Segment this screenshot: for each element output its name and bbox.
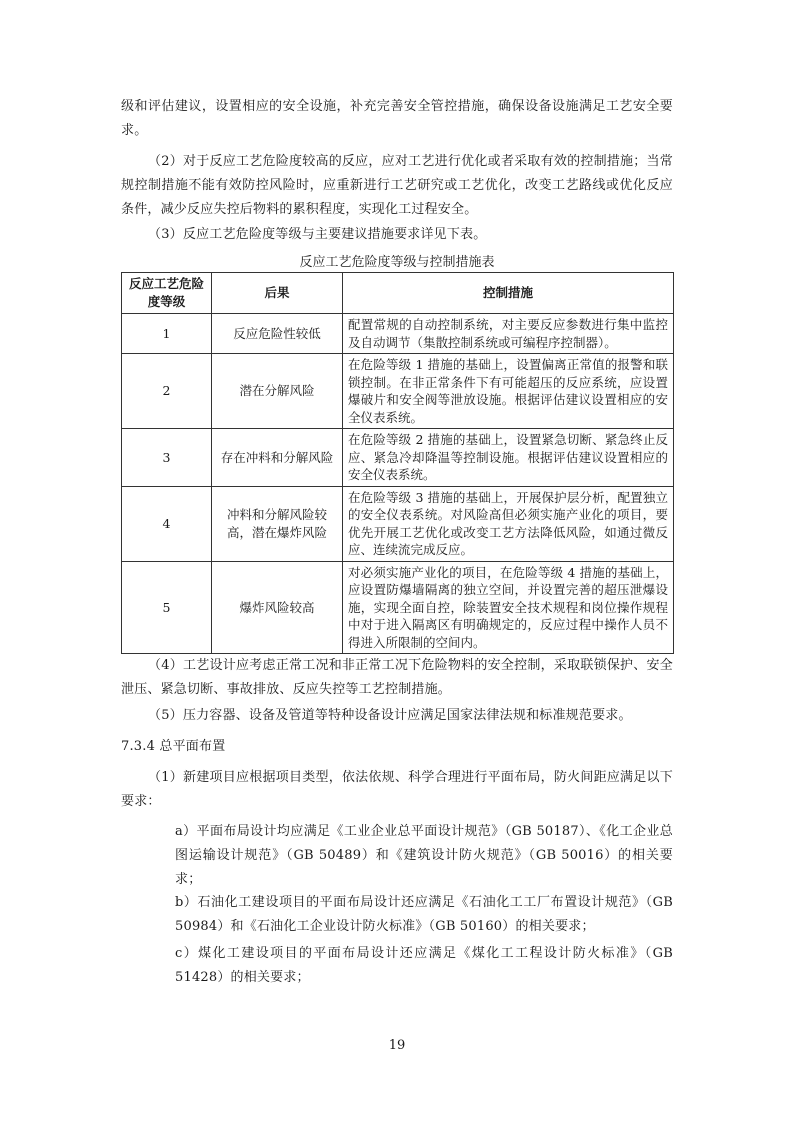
cell-measures: 配置常规的自动控制系统，对主要反应参数进行集中监控及自动调节（集散控制系统或可编程序控制器）。 bbox=[343, 314, 674, 354]
table-row bbox=[122, 354, 674, 429]
paragraph-item-2: （2）对于反应工艺危险度较高的反应，应对工艺进行优化或者采取有效的控制措施；当常规控制措施不能有效防控风险时，应重新进行工艺研究或工艺优化，改变工艺路线或优化反应条件，减少反应失控后物料的累积程度，实现化工过程安全。 bbox=[121, 154, 673, 217]
page-number: 19 bbox=[388, 1038, 406, 1053]
section-heading: 7.3.4 总平面布置 bbox=[121, 739, 226, 754]
paragraph-layout-intro: （1）新建项目应根据项目类型，依法依规、科学合理进行平面布局，防火间距应满足以下要求： bbox=[121, 770, 673, 809]
cell-level: 2 bbox=[122, 354, 212, 429]
cell-consequence: 冲料和分解风险较高，潜在爆炸风险 bbox=[212, 486, 343, 561]
cell-consequence: 存在冲料和分解风险 bbox=[212, 429, 343, 487]
table-row bbox=[122, 429, 674, 487]
header-measures: 控制措施 bbox=[343, 273, 674, 314]
table-row bbox=[122, 486, 674, 561]
cell-consequence: 潜在分解风险 bbox=[212, 354, 343, 429]
table-row bbox=[122, 314, 674, 354]
table-row bbox=[122, 561, 674, 654]
table-header-row bbox=[122, 273, 674, 314]
cell-level: 4 bbox=[122, 486, 212, 561]
cell-measures: 在危险等级 1 措施的基础上，设置偏离正常值的报警和联锁控制。在非正常条件下有可能超压的反应系统，应设置爆破片和安全阀等泄放设施。根据评估建议设置相应的安全仪表系统。 bbox=[343, 354, 674, 429]
list-item-c: c）煤化工建设项目的平面布局设计还应满足《煤化工工程设计防火标准》（GB 51428）的相关要求； bbox=[175, 946, 673, 985]
list-item-a: a）平面布局设计均应满足《工业企业总平面设计规范》（GB 50187）、《化工企业总图运输设计规范》（GB 50489）和《建筑设计防火规范》（GB 50016）的相关要求； bbox=[175, 824, 673, 887]
header-consequence: 后果 bbox=[212, 273, 343, 314]
cell-measures: 对必须实施产业化的项目，在危险等级 4 措施的基础上，应设置防爆墙隔离的独立空间，并设置完善的超压泄爆设施，实现全面自控，除装置安全技术规程和岗位操作规程中对于进入隔离区有明确规定的，反应过程中操作人员不得进入所限制的空间内。 bbox=[343, 561, 674, 654]
cell-consequence: 反应危险性较低 bbox=[212, 314, 343, 354]
paragraph-item-4: （4）工艺设计应考虑正常工况和非正常工况下危险物料的安全控制，采取联锁保护、安全泄压、紧急切断、事故排放、反应失控等工艺控制措施。 bbox=[121, 658, 673, 697]
risk-control-table bbox=[121, 272, 674, 654]
cell-level: 1 bbox=[122, 314, 212, 354]
paragraph-item-3: （3）反应工艺危险度等级与主要建议措施要求详见下表。 bbox=[148, 227, 487, 242]
cell-measures: 在危险等级 3 措施的基础上，开展保护层分析，配置独立的安全仪表系统。对风险高但必须实施产业化的项目，要优先开展工艺优化或改变工艺方法降低风险，如通过微反应、连续流完成反应。 bbox=[343, 486, 674, 561]
table-caption: 反应工艺危险度等级与控制措施表 bbox=[299, 255, 495, 270]
header-level: 反应工艺危险度等级 bbox=[122, 273, 212, 314]
cell-level: 3 bbox=[122, 429, 212, 487]
paragraph-item-5: （5）压力容器、设备及管道等特种设备设计应满足国家法律法规和标准规范要求。 bbox=[148, 708, 632, 723]
list-item-b: b）石油化工建设项目的平面布局设计还应满足《石油化工工厂布置设计规范》（GB 50984）和《石油化工企业设计防火标准》（GB 50160）的相关要求； bbox=[175, 895, 673, 934]
paragraph-continuation: 级和评估建议，设置相应的安全设施，补充完善安全管控措施，确保设备设施满足工艺安全要求。 bbox=[121, 99, 673, 138]
cell-level: 5 bbox=[122, 561, 212, 654]
cell-measures: 在危险等级 2 措施的基础上，设置紧急切断、紧急终止反应、紧急冷却降温等控制设施。根据评估建议设置相应的安全仪表系统。 bbox=[343, 429, 674, 487]
cell-consequence: 爆炸风险较高 bbox=[212, 561, 343, 654]
